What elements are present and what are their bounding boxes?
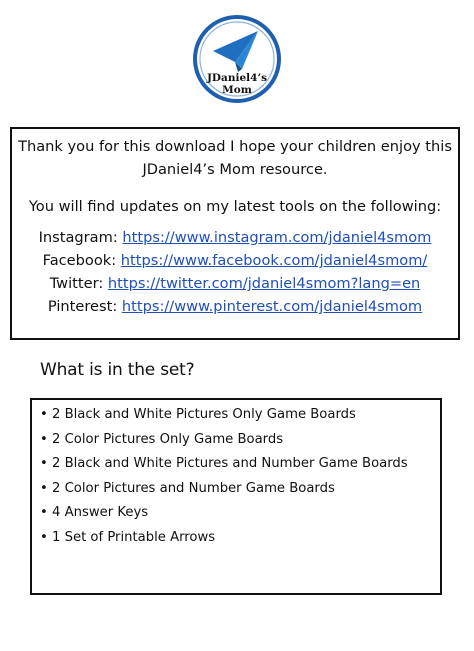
thank-you-line-2: JDaniel4’s Mom resource. [142,161,328,178]
list-item [32,526,440,551]
list-item [32,501,440,526]
social-links [12,226,458,318]
paper-plane-icon [213,31,258,72]
bullet-icon: • [40,480,48,496]
bullet-icon: • [40,456,48,471]
list-item-text: 2 Color Pictures Only Game Boards [52,431,284,447]
list-item-text: 2 Black and White Pictures and Number Game Boards [52,456,408,471]
twitter-link[interactable]: https://twitter.com/jdaniel4smom?lang=en [107,275,421,292]
list-item [32,403,440,428]
logo-text-line1: JDaniel4’s [206,72,268,84]
list-item [32,452,440,477]
bullet-icon: • [40,431,48,447]
bullet-icon: • [40,529,48,545]
set-section-title: What is in the set? [40,360,195,380]
list-item [32,477,440,502]
instagram-link[interactable]: https://www.instagram.com/jdaniel4smom [122,229,432,246]
updates-line: You will find updates on my latest tools on the following: [28,198,442,215]
logo-badge-icon [192,14,282,104]
thank-you-box [10,127,460,340]
list-item-text: 4 Answer Keys [52,505,149,520]
twitter-label: Twitter: [49,275,104,292]
list-item-text: 2 Color Pictures and Number Game Boards [52,480,335,496]
bullet-icon: • [40,407,48,422]
social-row-pinterest [12,295,458,318]
social-row-instagram [12,226,458,249]
social-row-facebook [12,249,458,272]
list-item-text: 2 Black and White Pictures Only Game Boards [52,407,356,422]
list-item [32,428,440,453]
facebook-label: Facebook: [42,252,117,269]
jdaniel4s-mom-logo [192,14,282,104]
thank-you-line-1: Thank you for this download I hope your children enjoy this [18,138,452,155]
pinterest-label: Pinterest: [47,298,118,315]
logo-text-line2: Mom [222,84,252,96]
instagram-label: Instagram: [38,229,118,246]
facebook-link[interactable]: https://www.facebook.com/jdaniel4smom/ [120,252,428,269]
bullet-icon: • [40,505,48,520]
social-row-twitter [12,272,458,295]
list-item-text: 1 Set of Printable Arrows [52,529,216,545]
set-contents-box [30,398,442,595]
pinterest-link[interactable]: https://www.pinterest.com/jdaniel4smom [121,298,423,315]
